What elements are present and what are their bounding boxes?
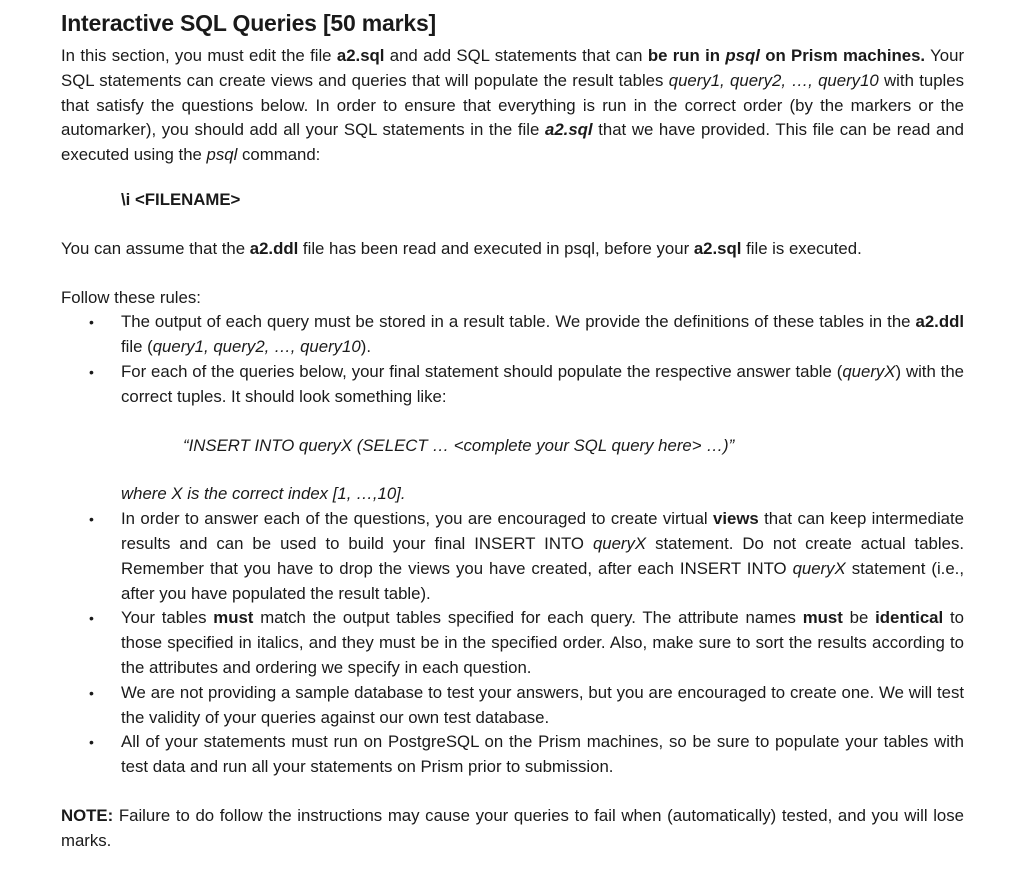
intro-text: command: xyxy=(237,145,321,165)
index-note: where X is the correct index [1, …,10]. xyxy=(121,484,406,504)
rule-text: statement (i.e., after you have populated the result table). xyxy=(121,558,964,603)
assume-paragraph xyxy=(61,237,964,262)
section-title: Interactive SQL Queries [50 marks] xyxy=(61,10,437,36)
emphasis-psql: psql xyxy=(725,46,760,65)
list-item xyxy=(61,507,964,606)
rule-text: We are not providing a sample database to test your answers, but you are encouraged to create one. We will test the validity of your queries against our own test database. xyxy=(121,682,964,727)
emphasis-must: must xyxy=(213,608,254,628)
filename-a2sql-italic: a2.sql xyxy=(544,120,593,140)
insert-example: “INSERT INTO queryX (SELECT … <complete your SQL query here> …)” xyxy=(183,435,735,455)
list-item xyxy=(61,730,964,780)
emphasis-run-in: be run in xyxy=(647,46,726,65)
rule-text: For each of the queries below, your final statement should populate the respective answer table ( xyxy=(121,361,843,381)
rule-text: Your tables xyxy=(121,608,214,628)
rule-text: All of your statements must run on PostgreSQL on the Prism machines, so be sure to populate your tables with test data and run all your statements on Prism prior to submission. xyxy=(121,732,964,777)
intro-paragraph xyxy=(61,44,964,168)
list-item xyxy=(61,606,964,680)
rule-text: to those specified in italics, and they must be in the specified order. Also, make sure to sort the results according to the attributes and ordering we specify in each question. xyxy=(121,608,964,677)
rule-text: match the output tables specified for each query. The attribute names xyxy=(253,608,803,628)
emphasis-identical: identical xyxy=(875,608,944,628)
filename-a2ddl: a2.ddl xyxy=(915,312,964,332)
rule-text: be xyxy=(842,608,876,628)
list-item xyxy=(61,360,964,507)
list-item xyxy=(61,681,964,731)
rule-text: ) with the correct tuples. It should look something like: xyxy=(121,361,964,406)
intro-text: with tuples that satisfy the questions below. In order to ensure that everything is run in the correct order (by the markers or the automarker), you should add all your SQL statements in the file xyxy=(61,70,964,140)
list-item xyxy=(61,310,964,360)
queryx-italic: queryX xyxy=(792,558,846,578)
bullet-icon: • xyxy=(89,610,94,627)
result-tables-list: query1, query2, …, query10 xyxy=(152,337,361,357)
bullet-icon: • xyxy=(89,363,94,380)
bullet-icon: • xyxy=(89,314,94,331)
note-label: NOTE: xyxy=(61,805,114,825)
queryx-italic: queryX xyxy=(842,361,896,381)
intro-text: Your SQL statements can create views and queries that will populate the result tables xyxy=(61,46,965,90)
result-tables-list: query1, query2, …, query10 xyxy=(668,70,879,90)
assume-text: You can assume that the xyxy=(61,238,250,258)
assume-text: file has been read and executed in psql, before your xyxy=(298,238,694,258)
filename-a2ddl: a2.ddl xyxy=(249,238,299,258)
rule-text: file ( xyxy=(121,337,153,357)
intro-text: that we have provided. This file can be read and executed using the xyxy=(61,120,964,165)
rule-text: The output of each query must be stored in a result table. We provide the definitions of these tables in the xyxy=(121,312,916,332)
rule-text: statement. Do not create actual tables. Remember that you have to drop the views you have created, after each INSERT INTO xyxy=(121,533,964,578)
emphasis-views: views xyxy=(713,509,759,529)
queryx-italic: queryX xyxy=(592,533,647,553)
note-paragraph xyxy=(61,804,964,854)
bullet-icon: • xyxy=(89,511,94,528)
assume-text: file is executed. xyxy=(741,238,862,258)
filename-a2sql: a2.sql xyxy=(336,46,385,65)
emphasis-must: must xyxy=(802,608,843,628)
psql-command: \i <FILENAME> xyxy=(121,189,241,209)
psql-italic: psql xyxy=(206,145,238,165)
rules-intro: Follow these rules: xyxy=(61,287,201,307)
intro-text: and add SQL statements that can xyxy=(384,46,648,65)
note-text: Failure to do follow the instructions may cause your queries to fail when (automatically) tested, and you will lose marks. xyxy=(61,805,964,850)
rules-list xyxy=(61,310,964,780)
filename-a2sql: a2.sql xyxy=(693,238,742,258)
intro-text: In this section, you must edit the file xyxy=(61,46,337,65)
rule-text: that can keep intermediate results and can be used to build your final INSERT INTO xyxy=(121,509,964,553)
rule-text: In order to answer each of the questions, you are encouraged to create virtual xyxy=(121,509,714,529)
bullet-icon: • xyxy=(89,684,94,701)
bullet-icon: • xyxy=(89,734,94,751)
emphasis-prism: on Prism machines. xyxy=(759,46,926,65)
rule-text: ). xyxy=(360,337,371,357)
